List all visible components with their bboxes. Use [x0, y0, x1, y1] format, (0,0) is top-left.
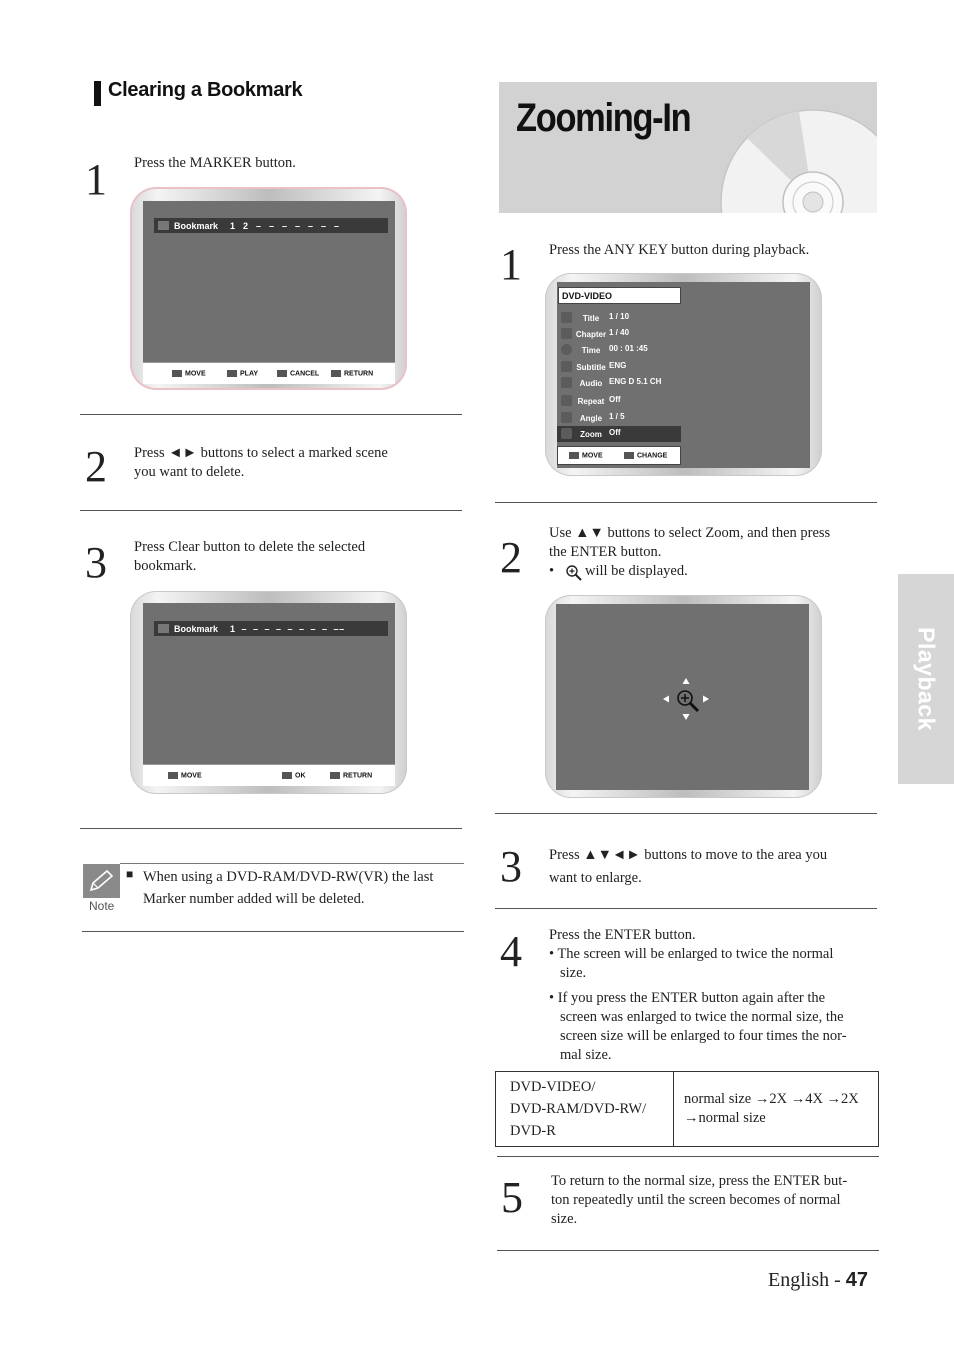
ok-hint: OK — [282, 772, 306, 779]
menu-row-title[interactable]: Title 1 / 10 — [557, 310, 681, 326]
divider — [495, 908, 877, 909]
bookmark-label: Bookmark — [174, 623, 219, 634]
table-cell-disc-types: DVD-VIDEO/ DVD-RAM/DVD-RW/ DVD-R — [496, 1072, 674, 1147]
side-tab-playback — [898, 574, 954, 784]
bookmark-osd-bar — [154, 218, 388, 233]
page-number: 47 — [845, 1269, 869, 1291]
step-text: Press the ANY KEY button during playback. — [549, 242, 810, 258]
step-text: Press Clear button to delete the selected bookmark. — [134, 539, 366, 574]
tv-frame-zoom — [545, 595, 822, 798]
move-hint: MOVE — [172, 370, 206, 377]
tv-screen — [557, 282, 810, 468]
divider — [497, 1156, 879, 1157]
step-text: Press the MARKER button. — [134, 155, 296, 171]
divider — [495, 502, 877, 503]
play-hint: PLAY — [227, 370, 258, 377]
osd-footer — [557, 446, 681, 465]
tv-screen — [143, 201, 395, 383]
menu-row-zoom[interactable]: Zoom Off — [557, 426, 681, 442]
footer-language: English - — [768, 1269, 846, 1291]
bookmark-icon — [158, 221, 169, 230]
section-title: Clearing a Bookmark — [108, 79, 303, 101]
step-number: 4 — [500, 927, 522, 976]
table-cell-zoom-sequence: normal size →2X →4X →2X →normal size — [674, 1072, 879, 1147]
step-number: 1 — [85, 155, 107, 204]
step-text: Press the ENTER button. • The screen will be enlarged to twice the normal size. • If you press the ENTER button again after the screen was enlarged to twice the normal size, the screen size will be enlarged to four times the nor- mal size. — [549, 927, 847, 1063]
bookmark-osd-bar — [154, 621, 388, 636]
menu-row-chapter[interactable]: Chapter 1 / 40 — [557, 326, 681, 342]
menu-row-subtitle[interactable]: Subtitle ENG — [557, 359, 681, 375]
step-number: 3 — [500, 842, 522, 891]
tv-frame-bookmark-2 — [130, 591, 407, 794]
bookmark-label: Bookmark — [174, 220, 219, 231]
divider — [495, 813, 877, 814]
bookmark-marks: 1 – – – – – – – – –– — [230, 623, 345, 634]
page-footer — [768, 1269, 868, 1292]
step-text: Use ▲▼ buttons to select Zoom, and then press the ENTER button. • will be displayed. — [549, 525, 831, 579]
dvd-menu-header: DVD-VIDEO — [558, 287, 681, 304]
step-text: To return to the normal size, press the ENTER but- ton repeatedly until the screen becomes of normal size. — [551, 1173, 848, 1227]
tv-frame-bookmark-1 — [130, 187, 407, 390]
title-icon — [561, 312, 572, 323]
table-row — [496, 1072, 879, 1147]
cancel-hint: CANCEL — [277, 370, 319, 377]
step-number: 5 — [501, 1173, 523, 1222]
menu-row-time[interactable]: Time 00 : 01 :45 — [557, 342, 681, 358]
move-hint: MOVE — [168, 772, 202, 779]
step-number: 2 — [500, 533, 522, 582]
chapter-icon — [561, 328, 572, 339]
return-hint: RETURN — [331, 370, 373, 377]
bookmark-marks: 1 2 – – – – – – – — [230, 220, 341, 231]
pencil-icon — [83, 864, 120, 898]
zoom-cursor-icon — [656, 674, 716, 734]
step-number: 2 — [85, 442, 107, 491]
move-hint: MOVE — [569, 452, 603, 459]
zoom-icon — [561, 428, 572, 439]
tv-screen — [556, 604, 809, 790]
divider — [497, 1250, 879, 1251]
zoom-magnifier-icon — [565, 564, 583, 581]
note-text: When using a DVD-RAM/DVD-RW(VR) the last Marker number added will be deleted. — [143, 869, 434, 907]
bookmark-icon — [158, 624, 169, 633]
step-number: 1 — [500, 240, 522, 289]
section-title-bar — [94, 81, 101, 106]
divider — [80, 414, 462, 415]
dvd-menu-panel — [557, 307, 683, 443]
repeat-icon — [561, 395, 572, 406]
divider — [80, 510, 462, 511]
osd-footer — [143, 764, 395, 786]
return-hint: RETURN — [330, 772, 372, 779]
menu-row-angle[interactable]: Angle 1 / 5 — [557, 410, 681, 426]
osd-footer — [143, 362, 395, 384]
note-label: Note — [89, 899, 115, 913]
page-title: Zooming-In — [516, 96, 691, 140]
speaker-icon — [561, 377, 572, 388]
title-banner — [499, 82, 877, 213]
step-text: Press ▲▼◄► buttons to move to the area you want to enlarge. — [549, 847, 828, 886]
note-top-rule — [120, 863, 464, 864]
angle-icon — [561, 412, 572, 423]
subtitle-icon — [561, 361, 572, 372]
clock-icon — [561, 344, 572, 355]
menu-row-repeat[interactable]: Repeat Off — [557, 393, 681, 409]
step-number: 3 — [85, 538, 107, 587]
note-icon-box — [83, 864, 120, 898]
divider — [80, 828, 462, 829]
note-bullet: ■ — [126, 867, 134, 881]
change-hint: CHANGE — [624, 452, 667, 459]
tv-screen — [143, 603, 395, 785]
step-text: Press ◄► buttons to select a marked scene you want to delete. — [134, 445, 388, 480]
zoom-levels-table — [495, 1071, 879, 1147]
menu-row-audio[interactable]: Audio ENG D 5.1 CH — [557, 375, 681, 391]
note-bottom-rule — [82, 931, 464, 932]
side-tab-label: Playback — [913, 627, 940, 731]
tv-frame-dvd-menu — [545, 273, 822, 476]
